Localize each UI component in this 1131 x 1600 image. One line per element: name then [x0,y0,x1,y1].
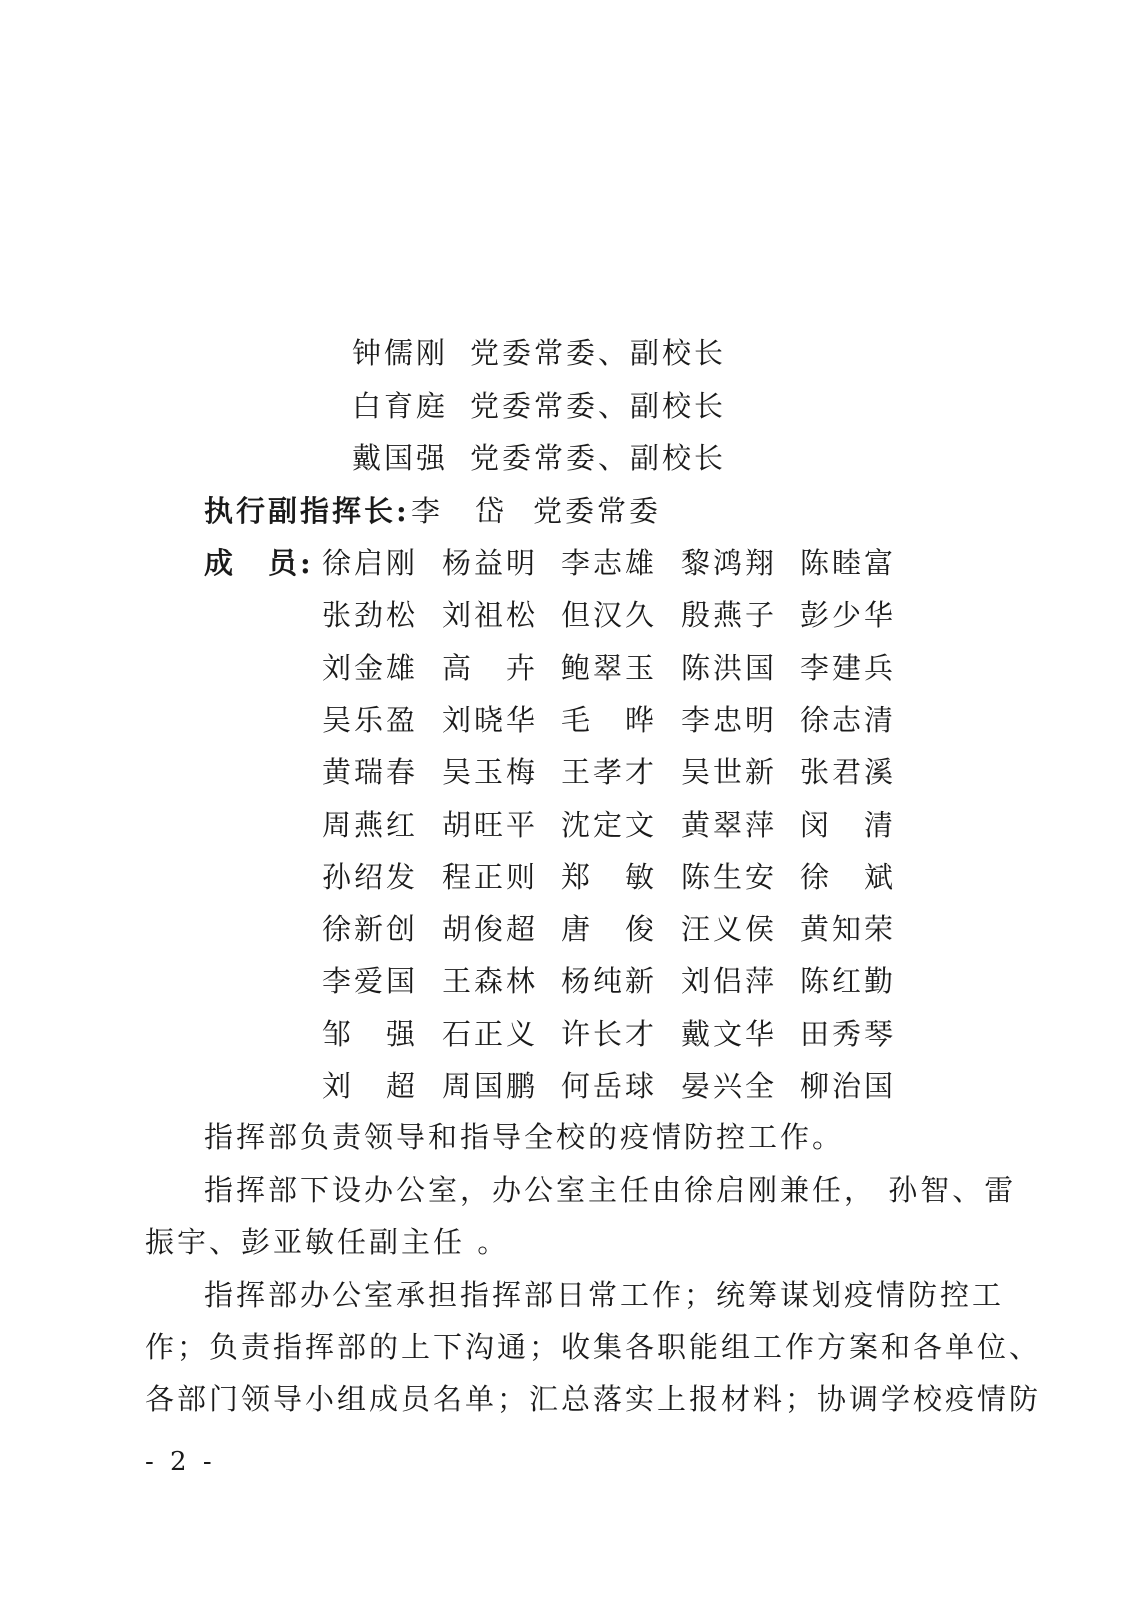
member-name: 周国鹏 [442,1069,539,1103]
member-name: 徐志清 [800,703,897,737]
member-name: 石正义 [442,1017,539,1051]
member-name: 柳治国 [800,1069,897,1103]
paragraph-3-line-3: 各部门领导小组成员名单；汇总落实上报材料；协调学校疫情防 [145,1382,1042,1416]
member-name: 黄知荣 [800,912,897,946]
member-name: 刘侣萍 [681,964,778,998]
member-name: 田秀琴 [800,1017,897,1051]
member-name: 郑 敏 [561,860,658,894]
member-name: 黄瑞春 [322,755,419,789]
member-name: 杨纯新 [561,964,658,998]
vice-leader-title: 党委常委、副校长 [470,336,727,370]
member-name: 李爱国 [322,964,419,998]
executive-deputy-label: 执行副指挥长: [204,494,410,528]
member-name: 吴世新 [681,755,778,789]
paragraph-3-line-1: 指挥部办公室承担指挥部日常工作；统筹谋划疫情防控工 [204,1278,1005,1312]
member-name: 李志雄 [561,546,658,580]
member-name: 黄翠萍 [681,808,778,842]
executive-deputy-title: 党委常委 [533,494,662,528]
member-name: 杨益明 [442,546,539,580]
vice-leader-title: 党委常委、副校长 [470,441,727,475]
member-name: 但汉久 [561,598,658,632]
member-name: 李建兵 [800,651,897,685]
member-name: 殷燕子 [681,598,778,632]
member-name: 戴文华 [681,1017,778,1051]
member-name: 何岳球 [561,1069,658,1103]
member-name: 张劲松 [322,598,419,632]
member-name: 汪义侯 [681,912,778,946]
member-name: 徐启刚 [322,546,419,580]
member-name: 陈红勤 [800,964,897,998]
member-name: 陈洪国 [681,651,778,685]
member-name: 胡俊超 [442,912,539,946]
member-name: 周燕红 [322,808,419,842]
member-name: 彭少华 [800,598,897,632]
executive-deputy-name: 李 岱 [411,494,508,528]
member-name: 孙绍发 [322,860,419,894]
member-name: 许长才 [561,1017,658,1051]
member-name: 陈睦富 [800,546,897,580]
paragraph-3-line-2: 作；负责指挥部的上下沟通；收集各职能组工作方案和各单位、 [145,1330,1042,1364]
member-name: 吴乐盈 [322,703,419,737]
member-name: 张君溪 [800,755,897,789]
member-name: 毛 晔 [561,703,658,737]
member-name: 胡旺平 [442,808,539,842]
vice-leader-name: 戴国强 [352,441,449,475]
member-name: 陈生安 [681,860,778,894]
member-name: 高 卉 [442,651,539,685]
vice-leader-title: 党委常委、副校长 [470,389,727,423]
member-name: 刘祖松 [442,598,539,632]
member-name: 邹 强 [322,1017,419,1051]
vice-leader-name: 钟儒刚 [352,336,449,370]
member-name: 刘晓华 [442,703,539,737]
member-name: 沈定文 [561,808,658,842]
member-name: 吴玉梅 [442,755,539,789]
member-name: 唐 俊 [561,912,658,946]
page-number: - 2 - [145,1447,216,1477]
paragraph-2-line-1: 指挥部下设办公室，办公室主任由徐启刚兼任， 孙智、雷 [204,1173,1017,1207]
member-name: 黎鸿翔 [681,546,778,580]
member-name: 徐新创 [322,912,419,946]
member-name: 刘金雄 [322,651,419,685]
members-label: 成 员: [204,546,314,580]
member-name: 闵 清 [800,808,897,842]
member-name: 王森林 [442,964,539,998]
member-name: 鲍翠玉 [561,651,658,685]
member-name: 程正则 [442,860,539,894]
paragraph-1: 指挥部负责领导和指导全校的疫情防控工作。 [204,1120,845,1154]
vice-leader-name: 白育庭 [352,389,449,423]
member-name: 李忠明 [681,703,778,737]
paragraph-2-line-2: 振宇、彭亚敏任副主任 。 [145,1225,510,1259]
member-name: 晏兴全 [681,1069,778,1103]
member-name: 刘 超 [322,1069,419,1103]
member-name: 徐 斌 [800,860,897,894]
member-name: 王孝才 [561,755,658,789]
